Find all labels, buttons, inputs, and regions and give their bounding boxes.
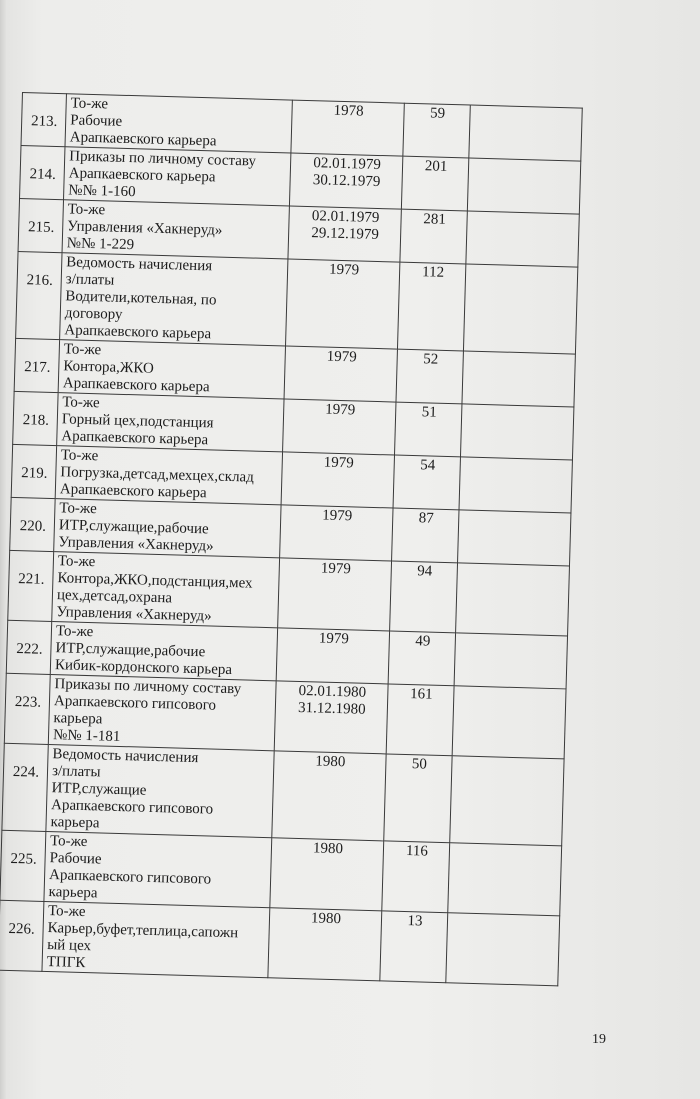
item-sheet-count: 161 (386, 684, 454, 756)
item-title (54, 499, 281, 558)
item-title-line: Управления «Хакнеруд» (56, 604, 212, 625)
item-sheet-count: 54 (393, 455, 460, 510)
item-notes (454, 633, 567, 689)
item-date: 29.12.1979 (311, 225, 380, 244)
item-title-line: То-же (49, 833, 88, 851)
item-title-line: Арапкаевского карьера (62, 375, 210, 396)
item-title-line: Арапкаевского карьера (64, 322, 212, 343)
item-dates (278, 558, 392, 631)
item-dates (289, 153, 402, 209)
item-sheet-count: 94 (390, 561, 458, 633)
item-number: 215. (18, 198, 63, 252)
item-dates (270, 838, 384, 911)
item-number: 216. (16, 251, 62, 339)
item-sheet-count: 13 (380, 911, 448, 983)
item-sheet-count: 201 (401, 156, 468, 211)
item-date: 1979 (318, 630, 350, 648)
item-title (52, 552, 280, 628)
item-date: 1979 (323, 454, 354, 472)
item-title-line: То-же (59, 500, 97, 518)
item-number: 213. (21, 93, 66, 147)
item-date: 1978 (333, 102, 364, 120)
item-title-line: Арапкаевского карьера (68, 165, 216, 186)
item-title-line: Управления «Хакнеруд» (67, 218, 223, 239)
item-title-line: з/платы (51, 763, 101, 781)
item-number: 214. (20, 145, 65, 199)
item-title-line: Карьер,буфет,теплица,сапожн (47, 920, 239, 942)
item-title-line: Арапкаевского карьера (61, 428, 209, 449)
table-row (16, 251, 578, 354)
item-title-line: договору (64, 305, 123, 323)
item-title-line: То-же (60, 447, 99, 465)
item-dates (268, 908, 382, 981)
item-dates (288, 206, 401, 262)
item-number: 222. (6, 620, 51, 674)
item-title (58, 340, 285, 399)
item-title-line: То-же (47, 903, 86, 921)
item-notes (467, 158, 580, 214)
item-title-line: То-же (67, 201, 106, 219)
item-dates (281, 452, 394, 508)
item-notes (452, 686, 566, 759)
item-date: 1980 (310, 910, 342, 928)
item-title-line: карьера (48, 884, 98, 902)
item-title-line: Ведомость начисления (66, 254, 213, 275)
item-title-line: Рабочие (70, 112, 123, 130)
item-notes (459, 457, 572, 513)
item-title (42, 901, 270, 977)
item-title-line: То-же (55, 623, 94, 641)
item-title (48, 675, 276, 751)
item-number: 225. (0, 830, 46, 901)
item-sheet-count: 281 (400, 209, 467, 264)
archive-inventory-table (0, 92, 583, 986)
item-sheet-count: 112 (397, 262, 465, 351)
item-date: 1979 (322, 507, 353, 525)
item-title-line: №№ 1-181 (52, 727, 121, 745)
item-title-line: Контора,ЖКО (63, 358, 155, 377)
item-date: 31.12.1980 (297, 699, 366, 718)
item-title-line: Приказы по личному составу (54, 676, 242, 698)
item-title-line: цех,детсад,охрана (56, 587, 173, 607)
item-title-line: Арапкаевского гипсового (50, 797, 214, 818)
item-title (60, 253, 288, 346)
item-sheet-count: 52 (396, 349, 463, 404)
item-notes (458, 510, 571, 566)
item-title (46, 744, 274, 837)
item-title-line: з/платы (65, 271, 115, 289)
item-title-line: №№ 1-229 (66, 235, 135, 254)
item-title (57, 393, 284, 452)
item-number: 220. (10, 497, 55, 551)
item-date: 1979 (326, 348, 357, 366)
item-title-line: Ведомость начисления (52, 746, 199, 767)
item-dates (284, 346, 397, 402)
item-number: 223. (4, 673, 50, 744)
item-title-line: ИТР,служащие,рабочие (58, 517, 209, 538)
item-title (64, 147, 291, 206)
item-dates (274, 681, 388, 754)
item-title-line: карьера (53, 710, 103, 728)
item-title-line: То-же (57, 553, 96, 571)
item-date: 02.01.1980 (298, 682, 367, 701)
item-title-line: Арапкаевского гипсового (53, 693, 217, 714)
item-title (62, 200, 289, 259)
item-title-line: Кибик-кордонского карьера (54, 657, 233, 679)
item-number: 219. (11, 444, 56, 498)
item-title-line: Водители,котельная, по (65, 288, 217, 309)
item-dates (286, 259, 400, 349)
item-number: 224. (2, 743, 48, 831)
item-notes (448, 843, 562, 916)
item-title-line: Арапкаевского карьера (59, 481, 207, 502)
item-sheet-count: 116 (382, 841, 450, 913)
item-number: 218. (13, 391, 58, 445)
item-sheet-count: 50 (384, 754, 452, 843)
item-title (44, 831, 272, 907)
item-date: 1979 (325, 401, 356, 419)
item-sheet-count: 51 (395, 402, 462, 457)
item-dates (283, 399, 396, 455)
item-number: 217. (14, 338, 59, 392)
item-title-line: №№ 1-160 (68, 182, 136, 201)
item-date: 30.12.1979 (312, 172, 381, 191)
item-dates (291, 100, 404, 156)
item-title-line: Приказы по личному составу (68, 148, 257, 170)
item-date: 1979 (320, 560, 352, 578)
item-sheet-count: 87 (392, 508, 459, 563)
item-notes (462, 351, 575, 407)
item-title (50, 622, 277, 681)
item-title-line: Арапкаевского карьера (69, 129, 217, 150)
item-notes (456, 563, 570, 636)
table-row (2, 743, 564, 846)
item-notes (469, 105, 582, 161)
item-title-line: Погрузка,детсад,мехцех,склад (60, 464, 255, 486)
item-number: 221. (8, 550, 54, 621)
item-number: 226. (0, 900, 44, 971)
item-title-line: То-же (62, 394, 100, 412)
item-title (55, 446, 282, 505)
item-date: 02.01.1979 (313, 155, 382, 174)
item-date: 1980 (312, 840, 344, 858)
item-date: 1980 (315, 753, 346, 771)
page-number: 19 (592, 1032, 606, 1047)
item-title-line: Управления «Хакнеруд» (58, 534, 214, 555)
item-sheet-count: 49 (388, 631, 455, 686)
item-title-line: Горный цех,подстанция (61, 411, 214, 432)
item-title-line: То-же (63, 341, 102, 359)
table-row (0, 900, 560, 986)
item-notes (466, 211, 579, 267)
item-notes (446, 913, 560, 986)
item-date: 02.01.1979 (311, 208, 380, 227)
item-notes (450, 756, 564, 846)
item-date: 1979 (328, 261, 360, 279)
item-notes (463, 264, 577, 354)
item-title (65, 94, 292, 153)
item-title-line: Арапкаевского гипсового (48, 867, 212, 888)
item-title-line: ый цех (46, 937, 92, 955)
item-title-line: Рабочие (49, 850, 102, 868)
item-dates (280, 505, 393, 561)
item-title-line: ИТР,служащие,рабочие (55, 640, 206, 661)
item-title-line: ИТР,служащие (51, 780, 147, 799)
item-title-line: ТПГК (46, 954, 86, 972)
item-title-line: карьера (50, 814, 100, 832)
item-notes (460, 404, 573, 460)
item-sheet-count: 59 (403, 103, 470, 158)
item-title-line: То-же (70, 95, 109, 113)
item-dates (272, 751, 386, 841)
item-title-line: Контора,ЖКО,подстанция,мех (57, 570, 253, 592)
item-dates (276, 628, 389, 684)
